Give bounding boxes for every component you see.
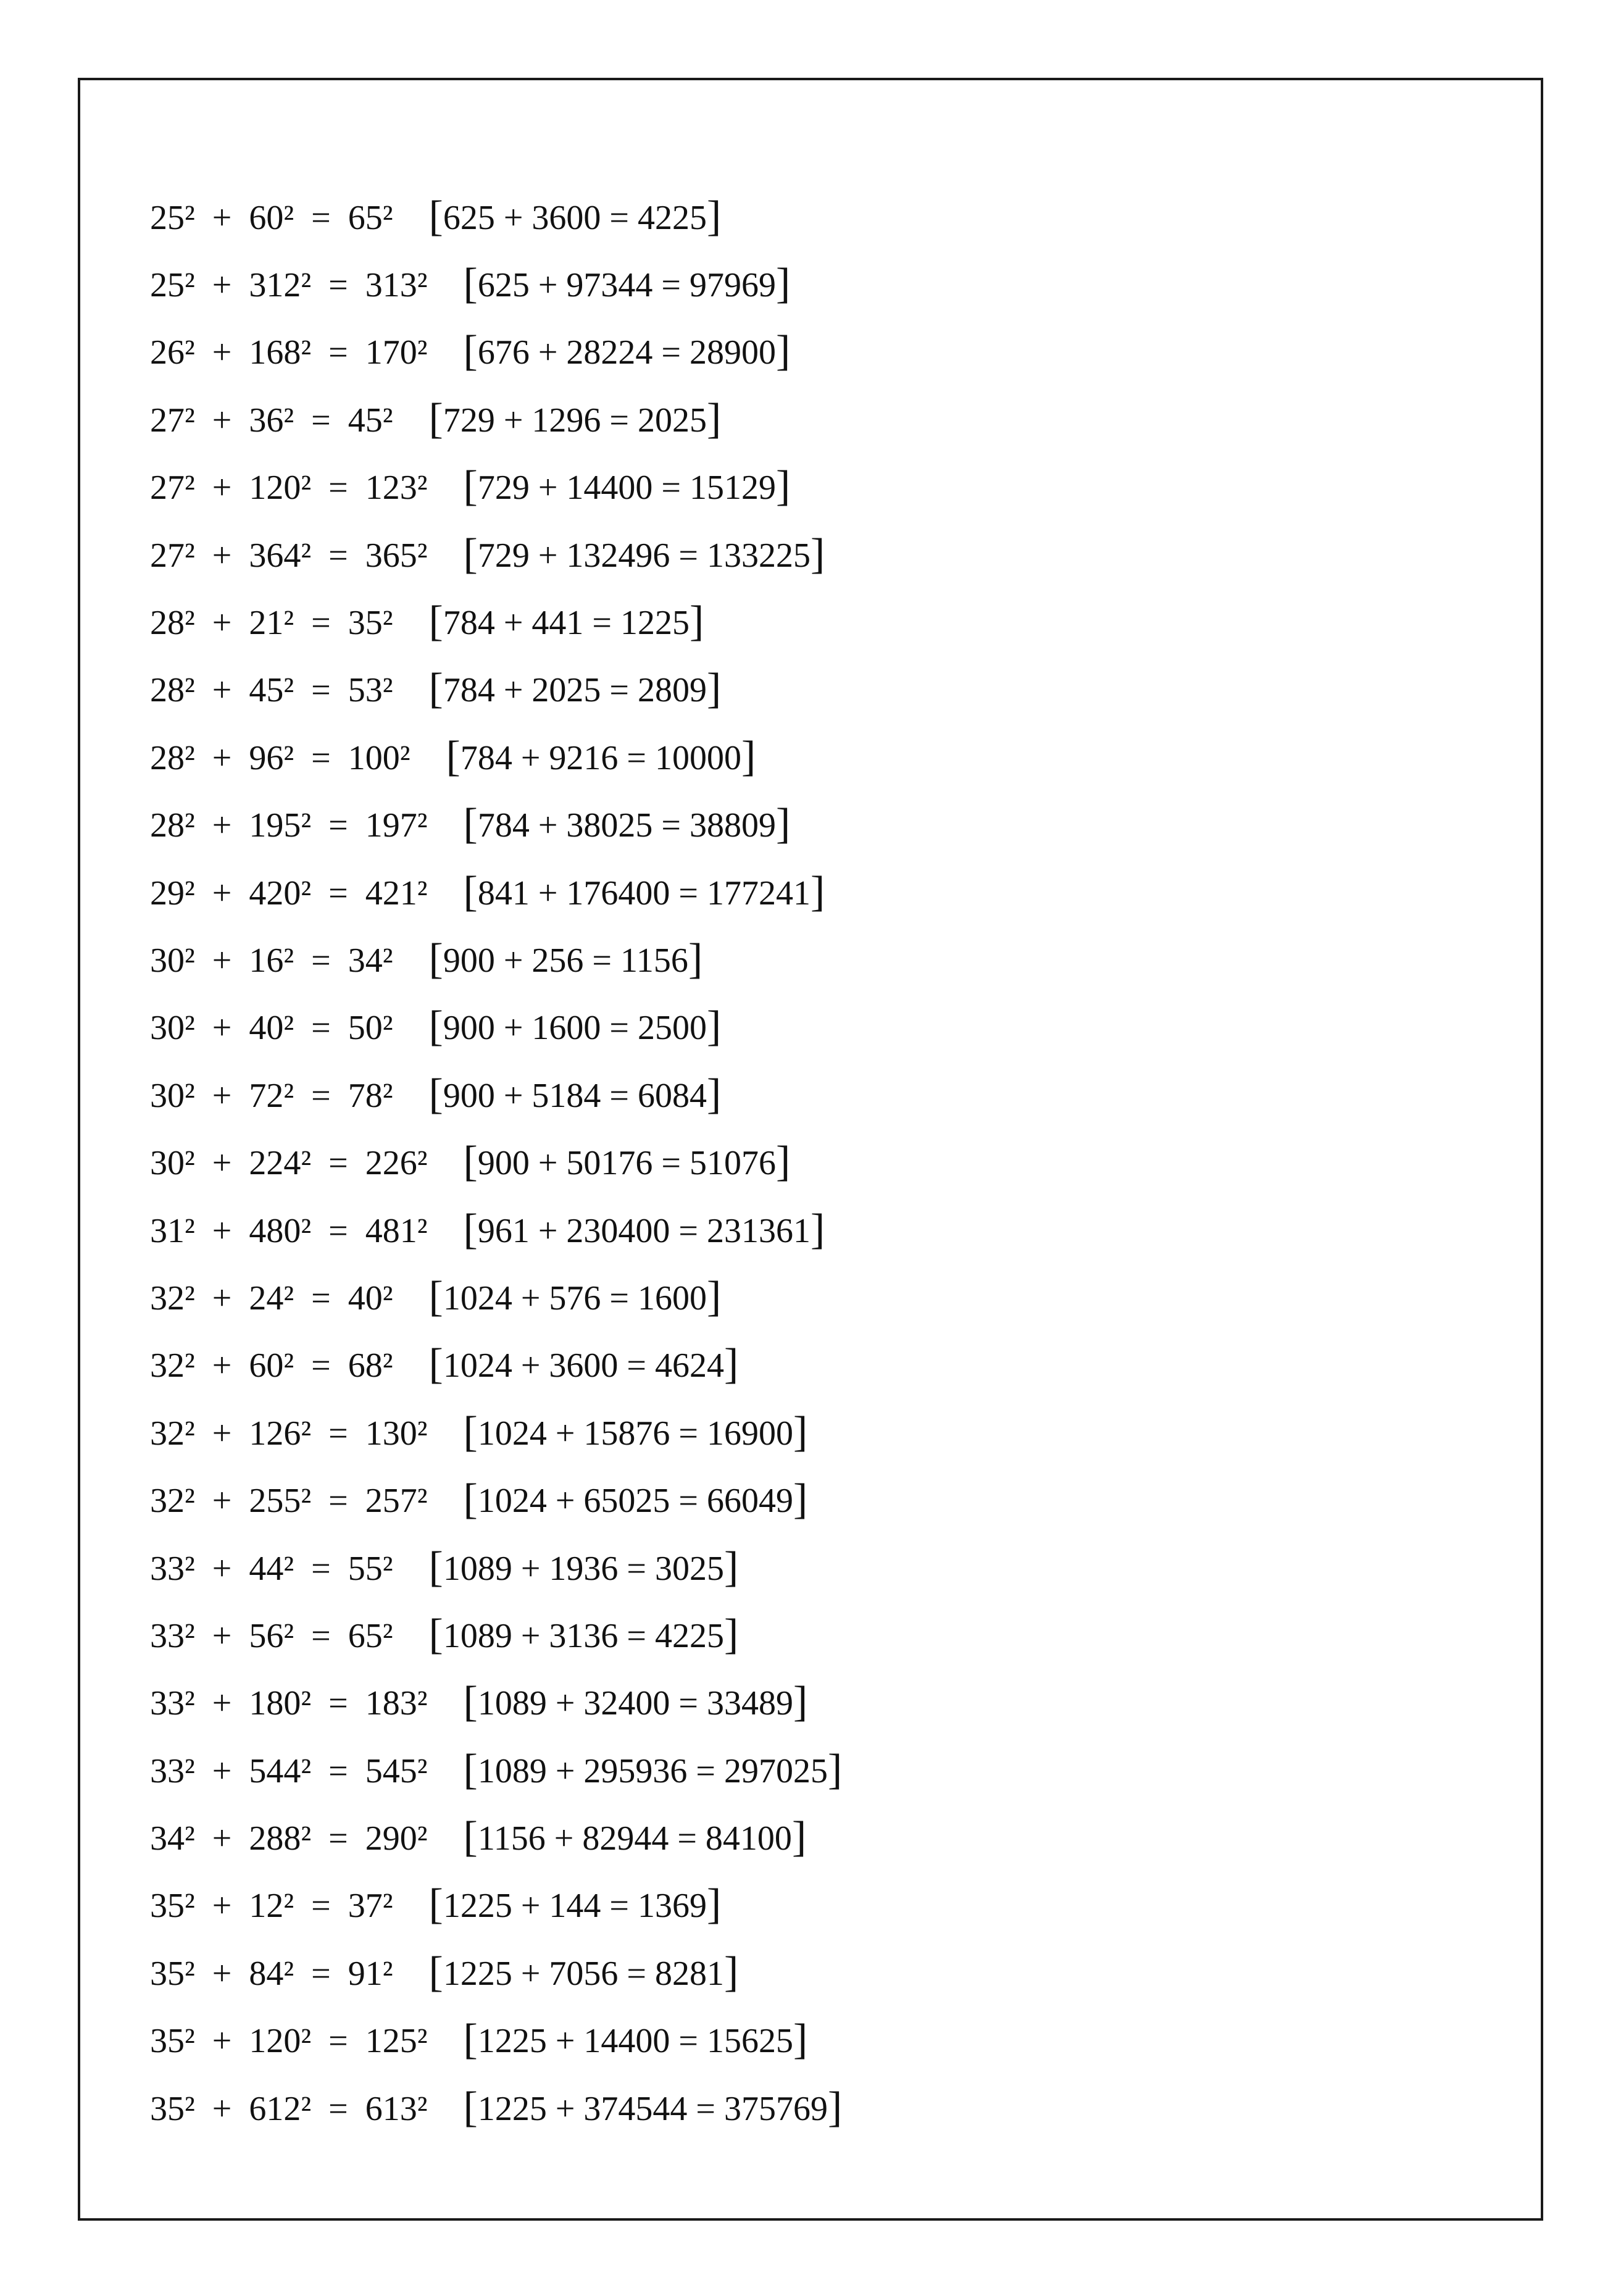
triple-row <box>150 657 842 724</box>
triple-calculation: 729 + 132496 = 133225 <box>477 536 811 575</box>
triple-equation: 27² + 36² = 45² <box>150 401 393 440</box>
triple-calculation: 1225 + 374544 = 375769 <box>477 2089 828 2128</box>
triple-equation: 35² + 84² = 91² <box>150 1954 393 1993</box>
triple-equation: 32² + 24² = 40² <box>150 1279 393 1317</box>
triple-calculation-bracket <box>463 462 791 511</box>
triple-row <box>150 1467 842 1534</box>
close-bracket: ] <box>707 665 722 713</box>
triple-equation: 28² + 45² = 53² <box>150 671 393 710</box>
triple-calculation-bracket <box>463 2016 808 2064</box>
triple-equation: 25² + 60² = 65² <box>150 198 393 237</box>
triple-equation: 33² + 180² = 183² <box>150 1684 428 1723</box>
triple-calculation-bracket <box>428 1272 722 1321</box>
triple-calculation: 729 + 1296 = 2025 <box>443 401 707 440</box>
open-bracket: [ <box>463 1745 478 1793</box>
triple-row <box>150 927 842 994</box>
open-bracket: [ <box>463 1138 478 1186</box>
triple-row <box>150 1535 842 1602</box>
triple-row <box>150 724 842 791</box>
open-bracket: [ <box>463 800 478 848</box>
triple-row <box>150 1062 842 1129</box>
pythagorean-triple-list <box>150 184 842 2142</box>
triple-equation: 33² + 544² = 545² <box>150 1751 428 1790</box>
triple-row <box>150 2075 842 2142</box>
open-bracket: [ <box>463 1408 478 1456</box>
close-bracket: ] <box>776 327 791 375</box>
open-bracket: [ <box>463 2083 478 2131</box>
triple-calculation-bracket <box>463 2083 843 2131</box>
triple-calculation-bracket <box>428 192 722 240</box>
triple-calculation: 1089 + 32400 = 33489 <box>477 1684 794 1723</box>
triple-calculation: 625 + 3600 = 4225 <box>443 198 707 237</box>
triple-row <box>150 184 842 251</box>
triple-row <box>150 859 842 927</box>
open-bracket: [ <box>428 1340 443 1388</box>
open-bracket: [ <box>463 867 478 916</box>
triple-calculation: 900 + 5184 = 6084 <box>443 1076 707 1115</box>
triple-equation: 33² + 44² = 55² <box>150 1549 393 1588</box>
close-bracket: ] <box>810 1205 825 1253</box>
open-bracket: [ <box>463 2016 478 2064</box>
open-bracket: [ <box>428 192 443 240</box>
triple-equation: 30² + 224² = 226² <box>150 1144 428 1183</box>
triple-calculation-bracket <box>463 1205 825 1253</box>
triple-equation: 32² + 255² = 257² <box>150 1482 428 1521</box>
close-bracket: ] <box>791 1813 807 1861</box>
open-bracket: [ <box>463 327 478 375</box>
close-bracket: ] <box>776 260 791 308</box>
triple-calculation-bracket <box>428 1610 739 1658</box>
open-bracket: [ <box>446 732 460 780</box>
triple-calculation: 784 + 2025 = 2809 <box>443 671 707 710</box>
triple-calculation: 625 + 97344 = 97969 <box>477 266 777 305</box>
triple-calculation: 1024 + 576 = 1600 <box>443 1279 707 1317</box>
triple-row <box>150 454 842 522</box>
triple-row <box>150 386 842 454</box>
triple-row <box>150 1737 842 1805</box>
triple-calculation: 900 + 256 = 1156 <box>443 941 688 980</box>
triple-calculation: 1024 + 65025 = 66049 <box>477 1482 794 1521</box>
triple-equation: 30² + 72² = 78² <box>150 1076 393 1115</box>
triple-equation: 27² + 364² = 365² <box>150 536 428 575</box>
open-bracket: [ <box>463 1678 478 1726</box>
triple-calculation: 900 + 1600 = 2500 <box>443 1009 707 1048</box>
triple-calculation-bracket <box>428 935 703 983</box>
close-bracket: ] <box>828 2083 843 2131</box>
triple-row <box>150 522 842 589</box>
triple-calculation: 1024 + 3600 = 4624 <box>443 1346 725 1385</box>
triple-row <box>150 589 842 656</box>
triple-row <box>150 792 842 859</box>
triple-row <box>150 1940 842 2007</box>
triple-calculation-bracket <box>428 1881 722 1929</box>
triple-calculation-bracket <box>463 800 791 848</box>
triple-row <box>150 995 842 1062</box>
triple-equation: 30² + 40² = 50² <box>150 1009 393 1048</box>
close-bracket: ] <box>724 1340 739 1388</box>
triple-calculation-bracket <box>463 260 791 308</box>
triple-equation: 32² + 126² = 130² <box>150 1414 428 1453</box>
open-bracket: [ <box>428 1948 443 1996</box>
triple-calculation: 1225 + 7056 = 8281 <box>443 1954 725 1993</box>
open-bracket: [ <box>428 1070 443 1118</box>
triple-calculation: 729 + 14400 = 15129 <box>477 469 777 507</box>
triple-calculation: 784 + 9216 = 10000 <box>460 738 742 777</box>
triple-row <box>150 1602 842 1669</box>
triple-calculation-bracket <box>446 732 756 780</box>
close-bracket: ] <box>776 1138 791 1186</box>
triple-equation: 32² + 60² = 68² <box>150 1346 393 1385</box>
triple-calculation-bracket <box>463 530 825 578</box>
triple-calculation: 1225 + 14400 = 15625 <box>477 2022 794 2061</box>
triple-row <box>150 2008 842 2075</box>
triple-calculation-bracket <box>463 1138 791 1186</box>
triple-equation: 28² + 195² = 197² <box>150 806 428 845</box>
close-bracket: ] <box>724 1543 739 1591</box>
triple-row <box>150 1670 842 1737</box>
open-bracket: [ <box>428 665 443 713</box>
open-bracket: [ <box>463 462 478 511</box>
triple-equation: 26² + 168² = 170² <box>150 333 428 372</box>
triple-equation: 29² + 420² = 421² <box>150 874 428 912</box>
close-bracket: ] <box>690 598 704 646</box>
triple-calculation-bracket <box>463 327 791 375</box>
triple-row <box>150 251 842 319</box>
triple-calculation-bracket <box>463 1678 808 1726</box>
triple-calculation-bracket <box>428 1070 722 1118</box>
triple-equation: 30² + 16² = 34² <box>150 941 393 980</box>
triple-equation: 31² + 480² = 481² <box>150 1211 428 1250</box>
open-bracket: [ <box>463 1476 478 1524</box>
close-bracket: ] <box>810 867 825 916</box>
close-bracket: ] <box>828 1745 843 1793</box>
triple-row <box>150 1400 842 1467</box>
triple-row <box>150 1129 842 1196</box>
triple-row <box>150 1805 842 1872</box>
close-bracket: ] <box>707 394 722 443</box>
close-bracket: ] <box>793 1408 808 1456</box>
triple-calculation-bracket <box>428 1340 739 1388</box>
triple-row <box>150 1197 842 1264</box>
close-bracket: ] <box>707 1070 722 1118</box>
triple-equation: 35² + 12² = 37² <box>150 1887 393 1926</box>
close-bracket: ] <box>707 1881 722 1929</box>
triple-equation: 34² + 288² = 290² <box>150 1819 428 1858</box>
close-bracket: ] <box>793 2016 808 2064</box>
open-bracket: [ <box>428 598 443 646</box>
close-bracket: ] <box>707 1003 722 1051</box>
open-bracket: [ <box>463 260 478 308</box>
close-bracket: ] <box>724 1948 739 1996</box>
triple-equation: 35² + 612² = 613² <box>150 2089 428 2128</box>
triple-equation: 28² + 21² = 35² <box>150 604 393 643</box>
triple-equation: 27² + 120² = 123² <box>150 469 428 507</box>
open-bracket: [ <box>428 1881 443 1929</box>
triple-equation: 25² + 312² = 313² <box>150 266 428 305</box>
close-bracket: ] <box>776 800 791 848</box>
triple-calculation-bracket <box>463 1813 807 1861</box>
open-bracket: [ <box>428 1543 443 1591</box>
open-bracket: [ <box>428 935 443 983</box>
triple-calculation-bracket <box>428 598 704 646</box>
open-bracket: [ <box>463 530 478 578</box>
close-bracket: ] <box>707 192 722 240</box>
triple-calculation-bracket <box>428 1948 739 1996</box>
triple-calculation-bracket <box>463 1476 808 1524</box>
triple-calculation-bracket <box>428 394 722 443</box>
open-bracket: [ <box>463 1205 478 1253</box>
triple-calculation: 841 + 176400 = 177241 <box>477 874 811 912</box>
triple-calculation: 1024 + 15876 = 16900 <box>477 1414 794 1453</box>
close-bracket: ] <box>707 1272 722 1321</box>
triple-calculation-bracket <box>463 1745 843 1793</box>
open-bracket: [ <box>463 1813 478 1861</box>
close-bracket: ] <box>810 530 825 578</box>
triple-calculation: 784 + 38025 = 38809 <box>477 806 777 845</box>
triple-calculation: 676 + 28224 = 28900 <box>477 333 777 372</box>
triple-calculation: 1089 + 295936 = 297025 <box>477 1751 828 1790</box>
triple-calculation: 1089 + 1936 = 3025 <box>443 1549 725 1588</box>
triple-equation: 35² + 120² = 125² <box>150 2022 428 2061</box>
triple-calculation-bracket <box>463 1408 808 1456</box>
triple-calculation-bracket <box>463 867 825 916</box>
open-bracket: [ <box>428 1003 443 1051</box>
close-bracket: ] <box>724 1610 739 1658</box>
triple-calculation-bracket <box>428 1543 739 1591</box>
triple-row <box>150 319 842 386</box>
close-bracket: ] <box>776 462 791 511</box>
triple-calculation: 784 + 441 = 1225 <box>443 604 690 643</box>
triple-equation: 28² + 96² = 100² <box>150 738 410 777</box>
open-bracket: [ <box>428 1272 443 1321</box>
close-bracket: ] <box>688 935 703 983</box>
close-bracket: ] <box>741 732 756 780</box>
triple-calculation: 961 + 230400 = 231361 <box>477 1211 811 1250</box>
triple-calculation-bracket <box>428 1003 722 1051</box>
close-bracket: ] <box>793 1476 808 1524</box>
triple-equation: 33² + 56² = 65² <box>150 1616 393 1655</box>
triple-row <box>150 1264 842 1332</box>
triple-calculation: 900 + 50176 = 51076 <box>477 1144 777 1183</box>
triple-calculation-bracket <box>428 665 722 713</box>
open-bracket: [ <box>428 1610 443 1658</box>
triple-calculation: 1225 + 144 = 1369 <box>443 1887 707 1926</box>
triple-row <box>150 1332 842 1400</box>
open-bracket: [ <box>428 394 443 443</box>
close-bracket: ] <box>793 1678 808 1726</box>
triple-row <box>150 1872 842 1940</box>
triple-calculation: 1156 + 82944 = 84100 <box>477 1819 792 1858</box>
triple-calculation: 1089 + 3136 = 4225 <box>443 1616 725 1655</box>
